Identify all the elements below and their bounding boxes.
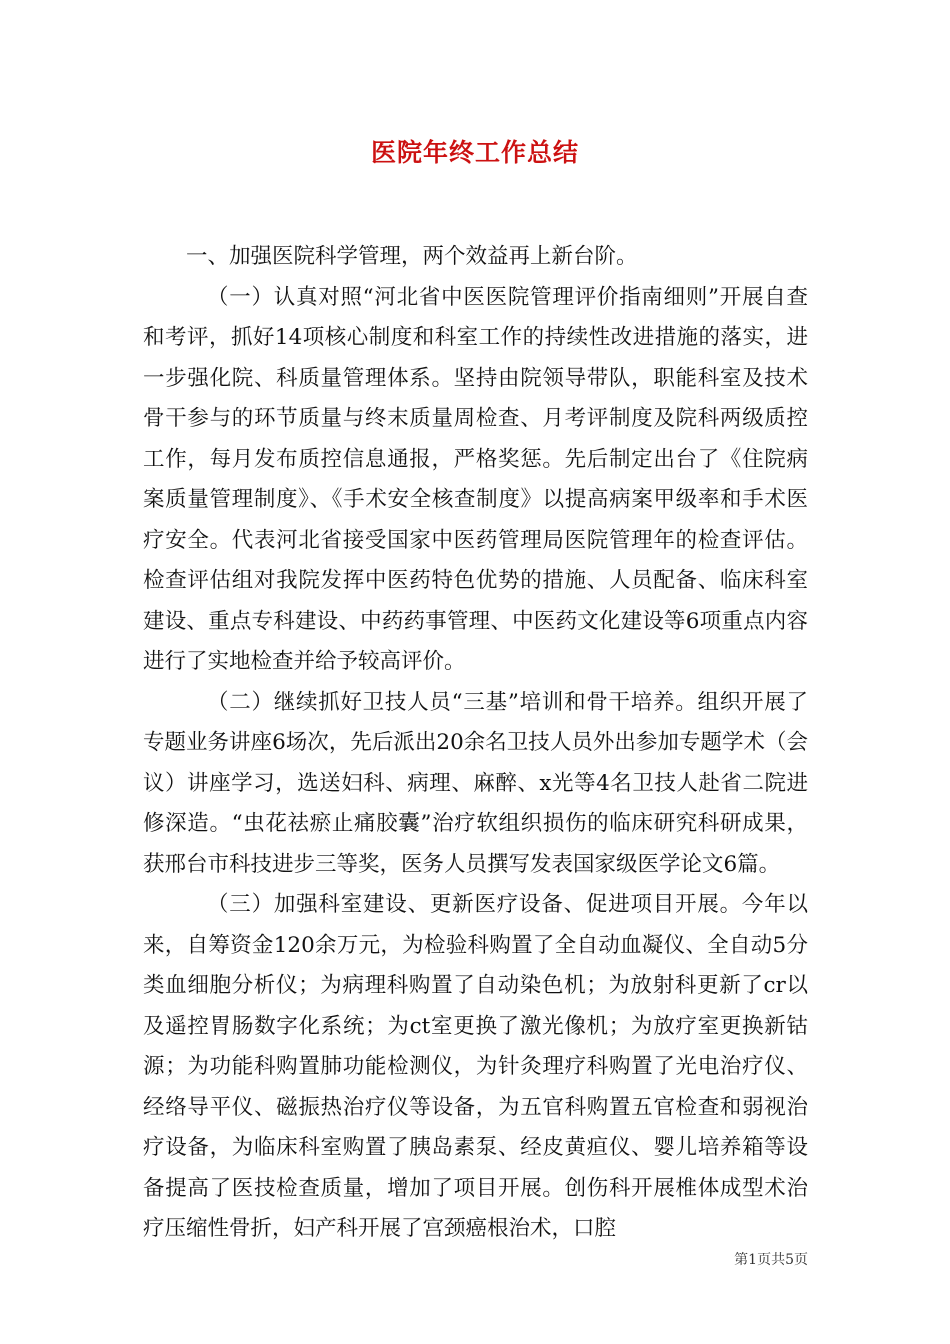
section-heading: 一、加强医院科学管理，两个效益再上新台阶。 xyxy=(186,244,638,269)
page-title: 医院年终工作总结 xyxy=(370,138,579,167)
paragraph-1: （一）认真对照“河北省中医医院管理评价指南细则”开展自查和考评，抓好14项核心制度和科室工作的持续性改进措施的落实，进一步强化院、科质量管理体系。坚持由院领导带队，职能科室及技术骨干参与的环节质量与终末质量周检查、月考评制度及院科两级质控工作，每月发布质控信息通报，严格奖惩。先后制定出台了《住院病案质量管理制度》、《手术安全核查制度》以提高病案甲级率和手术医疗安全。代表河北省接受国家中医药管理局医院管理年的检查评估。检查评估组对我院发挥中医药特色优势的措施、人员配备、临床科室建设、重点专科建设、中药药事管理、中医药文化建设等6项重点内容进行了实地检查并给予较高评价。 xyxy=(143,284,808,674)
paragraph-3: （三）加强科室建设、更新医疗设备、促进项目开展。今年以来，自筹资金120余万元，为检验科购置了全自动血凝仪、全自动5分类血细胞分析仪；为病理科购置了自动染色机；为放射科更新了cr以及遥控胃肠数字化系统；为ct室更换了激光像机；为放疗室更换新钴源；为功能科购置肺功能检测仪，为针灸理疗科购置了光电治疗仪、经络导平仪、磁振热治疗仪等设备，为五官科购置五官检查和弱视治疗设备，为临床科室购置了胰岛素泵、经皮黄疸仪、婴儿培养箱等设备提高了医技检查质量，增加了项目开展。创伤科开展椎体成型术治疗压缩性骨折，妇产科开展了宫颈癌根治术，口腔 xyxy=(143,892,808,1241)
document-body xyxy=(143,237,808,1250)
page-number: 第1页共5页 xyxy=(734,1252,808,1268)
paragraph-2: （二）继续抓好卫技人员“三基”培训和骨干培养。组织开展了专题业务讲座6场次，先后派出20余名卫技人员外出参加专题学术（会议）讲座学习，选送妇科、病理、麻醉、x光等4名卫技人赴省二院进修深造。“虫花祛瘀止痛胶囊”治疗软组织损伤的临床研究科研成果，获邢台市科技进步三等奖，医务人员撰写发表国家级医学论文6篇。 xyxy=(143,689,808,877)
